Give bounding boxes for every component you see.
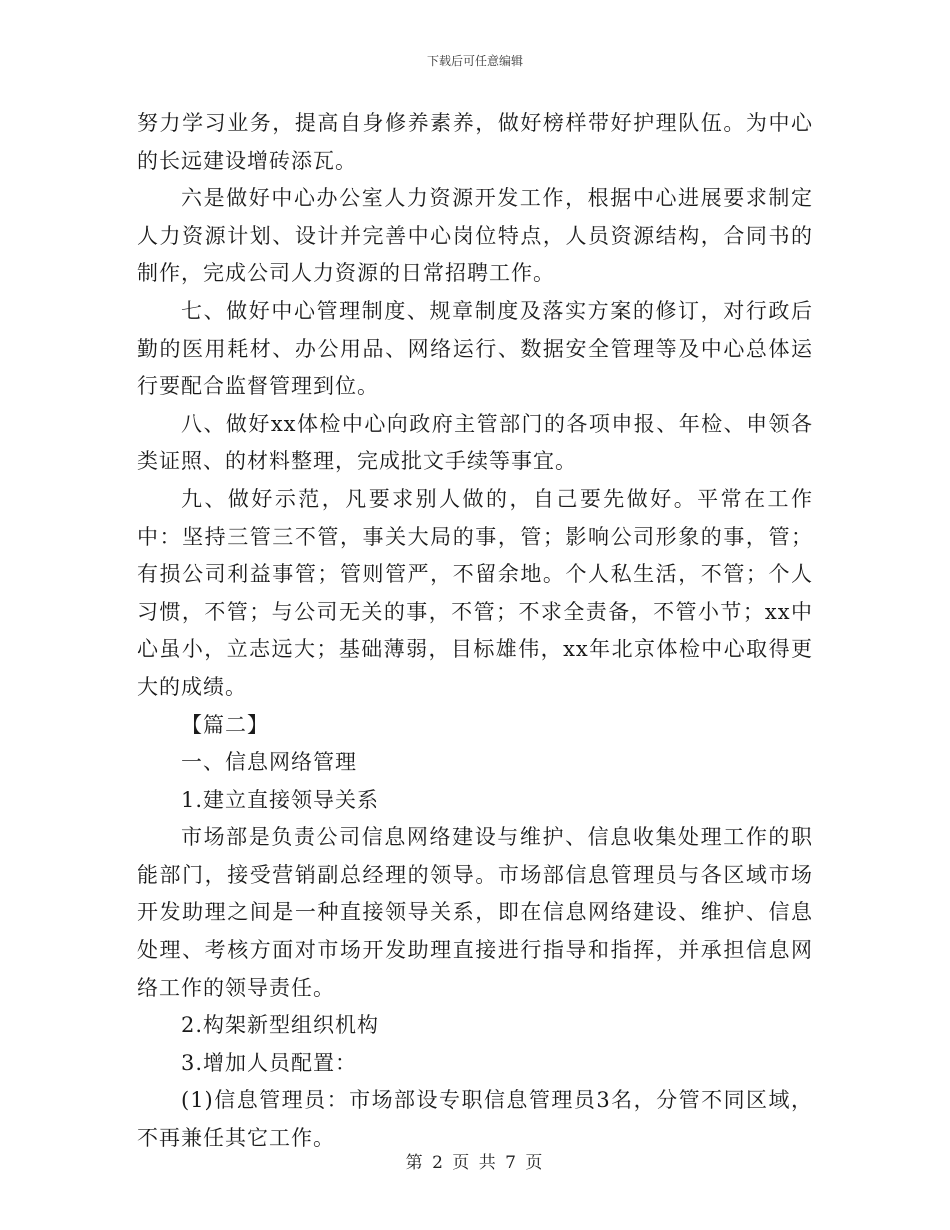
list-item-3: 3.增加人员配置： xyxy=(181,1050,358,1075)
section-heading: 【篇二】 xyxy=(181,712,269,737)
paragraph-1: 六是做好中心办公室人力资源开发工作，根据中心进展要求制定人力资源计划、设计并完善中心岗位特点，人员资源结构，合同书的制作，完成公司人力资源的日常招聘工作。 xyxy=(137,186,813,286)
subheading-1: 一、信息网络管理 xyxy=(181,750,357,775)
document-body xyxy=(137,105,813,1158)
list-item-2: 2.构架新型组织机构 xyxy=(181,1013,380,1038)
paragraph-0: 努力学习业务，提高自身修养素养，做好榜样带好护理队伍。为中心的长远建设增砖添瓦。 xyxy=(137,111,813,173)
paragraph-2: 七、做好中心管理制度、规章制度及落实方案的修订，对行政后勤的医用耗材、办公用品、网络运行、数据安全管理等及中心总体运行要配合监督管理到位。 xyxy=(137,298,813,399)
paragraph-3: 八、做好xx体检中心向政府主管部门的各项申报、年检、申领各类证照、的材料整理，完成批文手续等事宜。 xyxy=(137,411,813,474)
paragraph-4: 九、做好示范，凡要求别人做的，自己要先做好。平常在工作中：坚持三管三不管，事关大局的事，管；影响公司形象的事，管；有损公司利益事管；管则管严，不留余地。个人私生活，不管；个人习惯，不管；与公司无关的事，不管；不求全责备，不管小节；xx中心虽小，立志远大；基础薄弱，目标雄伟，xx年北京体检中心取得更大的成绩。 xyxy=(137,486,813,699)
paragraph-11: (1)信息管理员：市场部设专职信息管理员3名，分管不同区域，不再兼任其它工作。 xyxy=(137,1088,813,1151)
page-number: 第 2 页 共 7 页 xyxy=(405,1153,545,1173)
paragraph-8: 市场部是负责公司信息网络建设与维护、信息收集处理工作的职能部门，接受营销副总经理的领导。市场部信息管理员与各区域市场开发助理之间是一种直接领导关系，即在信息网络建设、维护、信息处理、考核方面对市场开发助理直接进行指导和指挥，并承担信息网络工作的领导责任。 xyxy=(137,825,813,1000)
list-item-1: 1.建立直接领导关系 xyxy=(181,787,380,812)
page-header-note: 下载后可任意编辑 xyxy=(426,54,523,68)
